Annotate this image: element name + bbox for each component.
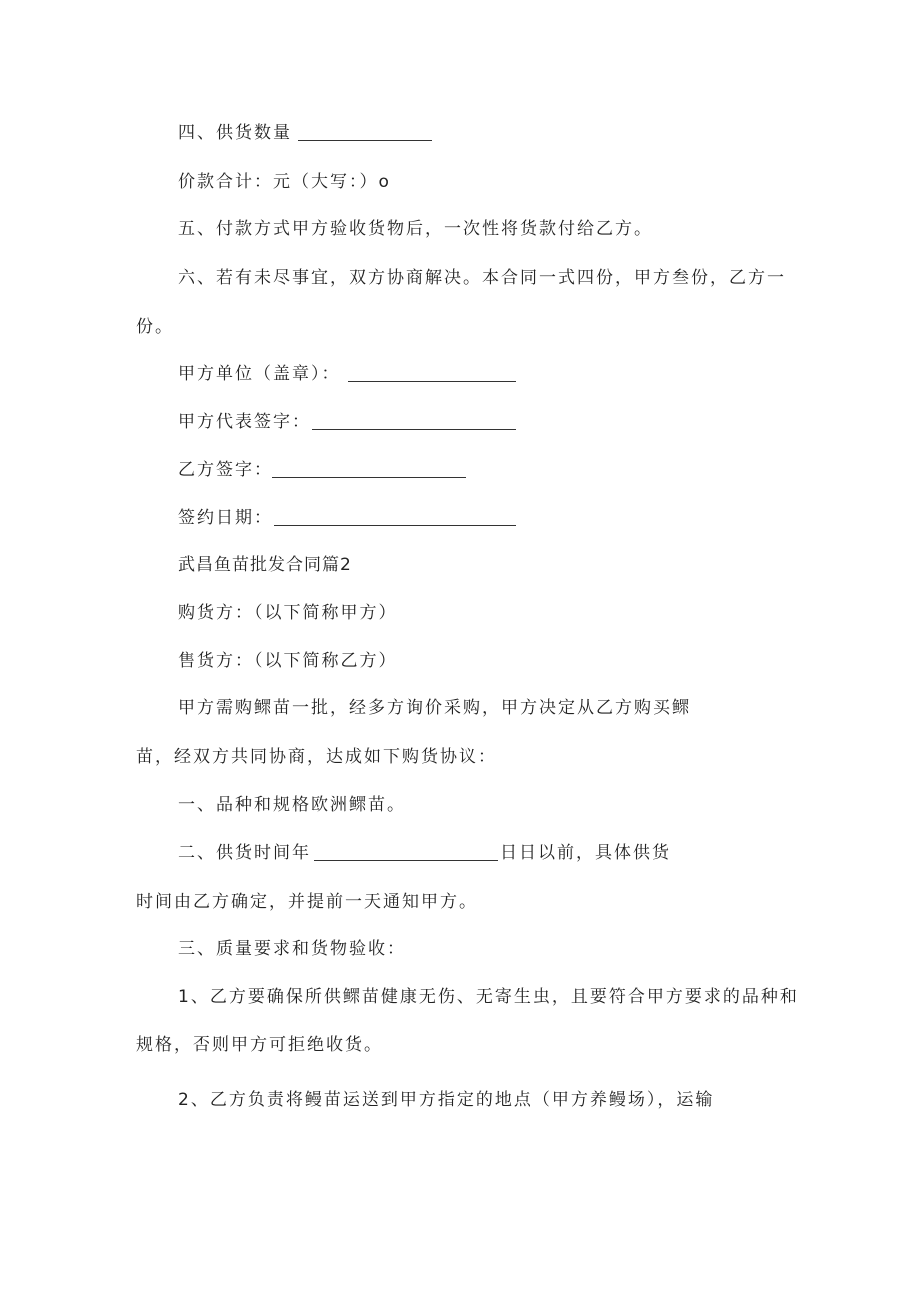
buyer-line: 购货方：（以下简称甲方） [178, 603, 398, 623]
quality-item-2: 2、乙方负责将鳗苗运送到甲方指定的地点（甲方养鳗场），运输 [178, 1090, 715, 1110]
variety-spec-line: 一、品种和规格欧洲鳏苗。 [178, 795, 406, 815]
party-b-sign-blank [272, 477, 466, 478]
purchase-intro-line: 甲方需购鳏苗一批，经多方询价采购，甲方决定从乙方购买鳏 [178, 698, 691, 718]
supply-time-label: 二、供货时间年 [178, 843, 311, 863]
supply-quantity-line [178, 123, 292, 143]
party-a-rep-line [178, 412, 311, 432]
purchase-intro-continued: 苗，经双方共同协商，达成如下购货协议： [136, 747, 497, 767]
quality-item-1-continued: 规格，否则甲方可拒绝收货。 [136, 1035, 383, 1055]
party-a-rep-label: 甲方代表签字： [178, 412, 311, 432]
sign-date-label: 签约日期： [178, 508, 273, 528]
seller-line: 售货方：（以下简称乙方） [178, 651, 398, 671]
party-a-unit-line [178, 364, 341, 384]
other-matters-line: 六、若有未尽事宜，双方协商解决。本合同一式四份，甲方叁份，乙方一 [178, 268, 786, 288]
total-price-line: 价款合计：元（大写：）o [178, 172, 391, 192]
supply-time-blank [314, 860, 498, 861]
payment-method-line: 五、付款方式甲方验收货物后，一次性将货款付给乙方。 [178, 219, 653, 239]
party-a-unit-label: 甲方单位（盖章）： [178, 364, 341, 384]
supply-quantity-blank [298, 140, 432, 141]
supply-time-continued: 时间由乙方确定，并提前一天通知甲方。 [136, 892, 478, 912]
sign-date-blank [274, 525, 516, 526]
party-b-sign-line [178, 460, 273, 480]
quality-item-1: 1、乙方要确保所供鳏苗健康无伤、无寄生虫，且要符合甲方要求的品种和 [178, 987, 799, 1007]
section-title: 武昌鱼苗批发合同篇2 [178, 555, 352, 575]
sign-date-line [178, 508, 273, 528]
party-b-sign-label: 乙方签字： [178, 460, 273, 480]
supply-time-line [178, 843, 311, 863]
party-a-unit-blank [348, 381, 516, 382]
other-matters-continued: 份。 [136, 317, 174, 337]
party-a-rep-blank [312, 429, 516, 430]
supply-quantity-label: 四、供货数量 [178, 123, 292, 143]
supply-time-suffix: 日日以前，具体供货 [500, 843, 671, 863]
quality-heading: 三、质量要求和货物验收： [178, 939, 406, 959]
